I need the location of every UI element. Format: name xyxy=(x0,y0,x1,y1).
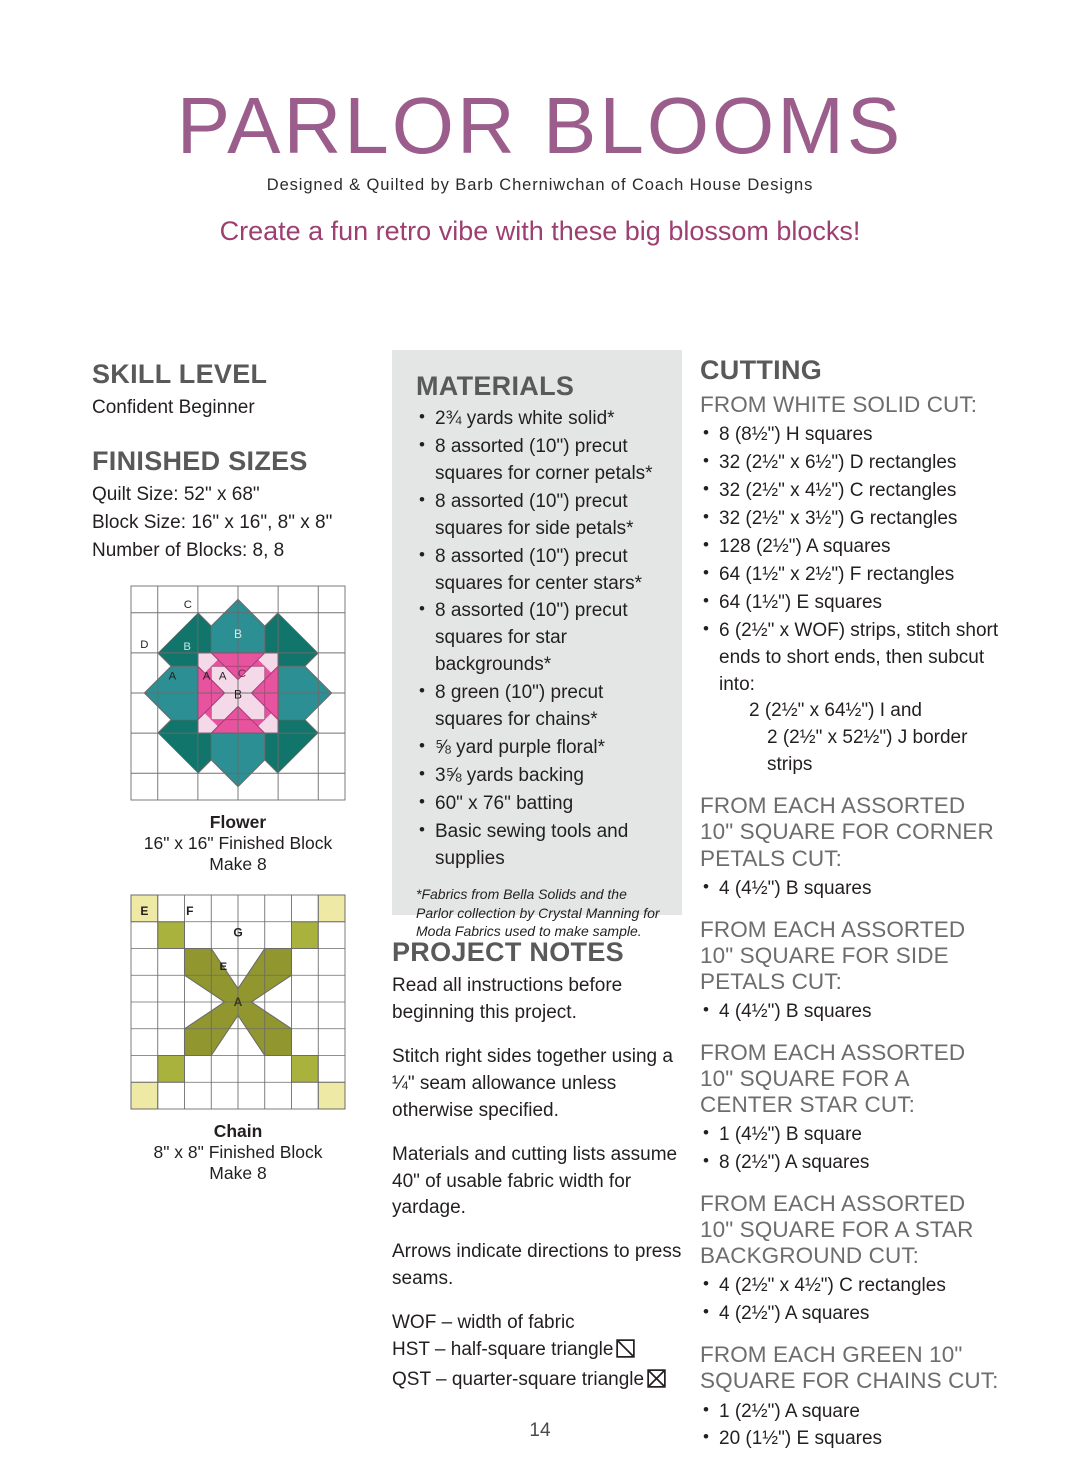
skill-level-heading: SKILL LEVEL xyxy=(92,359,268,389)
chain-block-name: Chain xyxy=(213,1121,263,1142)
pattern-page xyxy=(0,81,1080,1470)
chain-block-caption xyxy=(153,1121,322,1184)
cutting-strips-sub1: 2 (2½" x 64½") I and xyxy=(749,700,922,722)
chain-label-E-inner: E xyxy=(219,961,228,974)
chain-label-A: A xyxy=(233,995,243,1010)
flower-label-A-1: A xyxy=(168,670,177,683)
cutting-group-heading: FROM EACH ASSORTED 10" SQUARE FOR CORNER PETALS CUT: xyxy=(700,793,994,871)
cutting-group-heading: FROM EACH ASSORTED 10" SQUARE FOR A CENTER STAR CUT: xyxy=(700,1039,966,1118)
chain-block-diagram-wrap xyxy=(92,895,384,1184)
designer-byline: Designed & Quilted by Barb Cherniwchan of Coach House Designs xyxy=(266,176,814,194)
flower-block-diagram xyxy=(131,586,345,800)
cutting-group-heading: FROM EACH GREEN 10" SQUARE FOR CHAINS CUT: xyxy=(700,1342,999,1394)
chain-block-diagram xyxy=(131,895,345,1109)
flower-label-A-3: A xyxy=(218,670,227,683)
cutting-group-list xyxy=(700,1273,1000,1328)
materials-panel xyxy=(392,350,682,940)
skill-level-value: Confident Beginner xyxy=(92,396,255,418)
project-notes-heading: PROJECT NOTES xyxy=(392,937,624,967)
page-title: PARLOR BLOOMS xyxy=(176,81,904,170)
material-item: • 3⅝ yards backing xyxy=(416,763,662,790)
cutting-item: • 8 (2½") A squares xyxy=(700,1150,1000,1177)
number-of-blocks: Number of Blocks: 8, 8 xyxy=(92,539,285,561)
project-note-paragraph: Materials and cutting lists assume 40" of usable fabric width for yardage. xyxy=(392,1143,678,1219)
cutting-item: • 32 (2½" x 4½") C rectangles xyxy=(700,478,1000,505)
abbrev-hst-row xyxy=(392,1337,682,1367)
chain-block-make: Make 8 xyxy=(209,1163,267,1184)
cutting-group-list xyxy=(700,999,1000,1026)
material-item: • 8 assorted (10") precut squares for star backgrounds* xyxy=(416,598,662,679)
project-note-paragraph: Arrows indicate directions to press seams. xyxy=(392,1241,682,1290)
page-number: 14 xyxy=(529,1420,551,1441)
cutting-item: • 64 (1½") E squares xyxy=(700,590,1000,617)
flower-label-C-center: C xyxy=(237,668,247,681)
flower-block-name: Flower xyxy=(209,812,267,833)
cutting-item: • 64 (1½" x 2½") F rectangles xyxy=(700,562,1000,589)
material-item: • 8 assorted (10") precut squares for corner petals* xyxy=(416,434,662,488)
material-item: • Basic sewing tools and supplies xyxy=(416,819,662,873)
abbrev-qst: QST – quarter-square triangle xyxy=(392,1369,645,1391)
block-size: Block Size: 16" x 16", 8" x 8" xyxy=(92,511,333,533)
abbrev-hst: HST – half-square triangle xyxy=(392,1339,614,1361)
flower-label-A-2: A xyxy=(202,670,211,683)
material-item: • 8 assorted (10") precut squares for side petals* xyxy=(416,489,662,543)
cutting-item: • 8 (8½") H squares xyxy=(700,422,1000,449)
cutting-group-heading: FROM WHITE SOLID CUT: xyxy=(700,391,978,417)
flower-label-B-side: B xyxy=(233,627,243,642)
tagline: Create a fun retro vibe with these big blossom blocks! xyxy=(219,216,861,246)
chain-label-E-corner: E xyxy=(140,904,149,919)
cutting-item: • 128 (2½") A squares xyxy=(700,534,1000,561)
project-note-paragraph: Stitch right sides together using a ¼" seam allowance unless otherwise specified. xyxy=(392,1045,673,1121)
material-item: • 60" x 76" batting xyxy=(416,791,662,818)
abbrev-qst-row xyxy=(392,1367,682,1397)
cutting-group-list xyxy=(700,1122,1000,1177)
materials-list xyxy=(416,406,662,873)
cutting-group-list xyxy=(700,876,1000,903)
cutting-group-heading: FROM EACH ASSORTED 10" SQUARE FOR SIDE PETALS CUT: xyxy=(700,916,966,994)
chain-label-F: F xyxy=(186,904,194,919)
quilt-size: Quilt Size: 52" x 68" xyxy=(92,484,260,506)
cutting-item: • 32 (2½" x 6½") D rectangles xyxy=(700,450,1000,477)
cutting-group-heading: FROM EACH ASSORTED 10" SQUARE FOR A STAR BACKGROUND CUT: xyxy=(700,1191,974,1269)
cutting-group-list xyxy=(700,422,1000,780)
cutting-item-strips xyxy=(700,618,1000,780)
flower-block-make: Make 8 xyxy=(209,854,267,875)
material-item: • 8 green (10") precut squares for chains* xyxy=(416,680,662,734)
cutting-item: • 4 (2½" x 4½") C rectangles xyxy=(700,1273,1000,1300)
chain-label-G: G xyxy=(233,925,243,940)
cutting-item: • 4 (2½") A squares xyxy=(700,1301,1000,1328)
cutting-item: • 20 (1½") E squares xyxy=(700,1426,1000,1453)
material-item: • ⅝ yard purple floral* xyxy=(416,735,662,762)
cutting-item: • 32 (2½" x 3½") G rectangles xyxy=(700,506,1000,533)
cutting-heading: CUTTING xyxy=(700,355,823,385)
flower-label-B-corner: B xyxy=(183,641,191,654)
qst-icon xyxy=(647,1369,666,1397)
materials-footnote: *Fabrics from Bella Solids and the Parlor collection by Crystal Manning for Moda Fabrics used to make sample. xyxy=(416,886,660,940)
material-item: • 8 assorted (10") precut squares for center stars* xyxy=(416,544,662,598)
flower-block-diagram-wrap xyxy=(92,586,384,875)
abbrev-wof: WOF – width of fabric xyxy=(392,1312,575,1334)
cutting-column xyxy=(700,356,1000,1454)
flower-block-size: 16" x 16" Finished Block xyxy=(143,833,333,854)
project-note-paragraph: Read all instructions before beginning this project. xyxy=(392,974,623,1023)
left-column xyxy=(92,360,384,1184)
materials-heading: MATERIALS xyxy=(416,371,575,401)
material-item: • 2¾ yards white solid* xyxy=(416,406,662,433)
hst-icon xyxy=(616,1339,635,1367)
cutting-item: • 4 (4½") B squares xyxy=(700,876,1000,903)
flower-label-D: D xyxy=(140,639,149,652)
cutting-item: • 4 (4½") B squares xyxy=(700,999,1000,1026)
flower-label-B-center: B xyxy=(233,687,243,702)
cutting-strips-lead: 6 (2½" x WOF) strips, stitch short ends to short ends, then subcut into: xyxy=(719,619,999,695)
flower-label-C-top: C xyxy=(183,599,192,612)
cutting-item: • 1 (4½") B square xyxy=(700,1122,1000,1149)
project-notes-section xyxy=(392,938,682,1397)
chain-block-size: 8" x 8" Finished Block xyxy=(153,1142,323,1163)
finished-sizes-heading: FINISHED SIZES xyxy=(92,446,308,477)
flower-block-caption xyxy=(144,812,333,875)
cutting-strips-sub2: 2 (2½" x 52½") J border strips xyxy=(767,727,968,776)
cutting-item: • 1 (2½") A square xyxy=(700,1399,1000,1426)
